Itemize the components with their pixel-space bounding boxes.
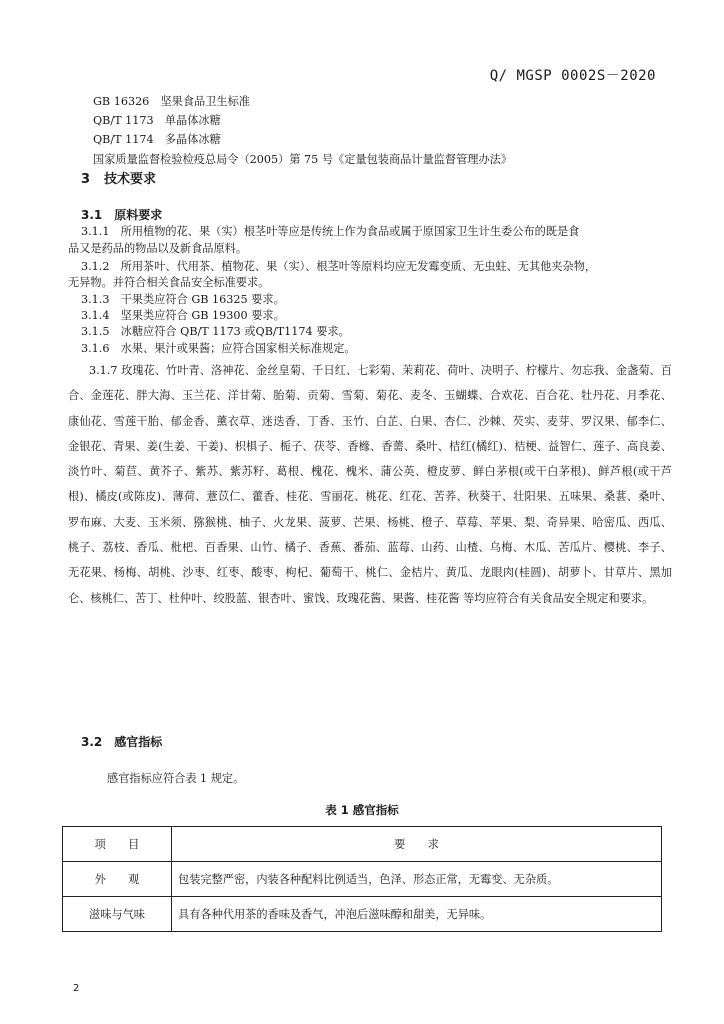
reference-qbt1173: QB/T 1173 单晶体冰糖	[93, 114, 221, 127]
clause-3-1-1-line2: 品又是药品的物品以及新食品原料。	[68, 242, 248, 255]
standard-code-header: Q/ MGSP 0002S－2020	[489, 68, 656, 84]
row-requirement: 包装完整严密，内装各种配料比例适当，色泽、形态正常，无霉变、无杂质。	[172, 862, 662, 897]
row-requirement: 具有各种代用茶的香味及香气，冲泡后滋味醇和甜美，无异味。	[172, 897, 662, 932]
table-1-title: 表 1 感官指标	[325, 803, 399, 817]
reference-qbt1174: QB/T 1174 多晶体冰糖	[93, 133, 221, 146]
clause-3-1-7-body	[68, 358, 672, 611]
section-number: 3.1	[81, 208, 103, 222]
clause-3-1-6: 3.1.6 水果、果汁或果酱；应符合国家相关标准规定。	[81, 342, 356, 355]
table-row	[63, 897, 662, 932]
clause-3-1-2-line1: 3.1.2 所用茶叶、代用茶、植物花、果（实）、根茎叶等原料均应无发霉变质、无虫蛀、无其他夹杂物，	[81, 260, 597, 273]
section-3-1-heading	[81, 206, 174, 223]
reference-gb16326: GB 16326 坚果食品卫生标准	[93, 95, 250, 108]
page-number: 2	[73, 983, 80, 994]
row-item: 滋味与气味	[63, 897, 172, 932]
clause-3-1-3: 3.1.3 干果类应符合 GB 16325 要求。	[81, 293, 285, 306]
section-3-2-heading	[81, 733, 174, 750]
clause-3-1-4: 3.1.4 坚果类应符合 GB 19300 要求。	[81, 309, 285, 322]
row-item: 外 观	[63, 862, 172, 897]
section-3-heading	[81, 168, 170, 187]
header-requirement: 要 求	[172, 827, 662, 862]
section-title: 原料要求	[114, 208, 163, 222]
sensory-table	[62, 826, 662, 932]
sensory-intro: 感官指标应符合表 1 规定。	[107, 772, 245, 785]
header-item: 项 目	[63, 827, 172, 862]
section-title: 技术要求	[104, 172, 157, 187]
clause-3-1-1-line1: 3.1.1 所用植物的花、果（实）根茎叶等应是传统上作为食品或属于原国家卫生计生委公布的既是食	[81, 225, 580, 238]
section-number: 3	[81, 172, 91, 187]
table-header-row	[63, 827, 662, 862]
clause-3-1-2-line2: 无异物。并符合相关食品安全标准要求。	[68, 276, 270, 289]
table-row	[63, 862, 662, 897]
section-number: 3.2	[81, 735, 103, 749]
clause-3-1-5: 3.1.5 冰糖应符合 QB/T 1173 或QB/T1174 要求。	[81, 325, 350, 338]
section-title: 感官指标	[114, 735, 163, 749]
reference-order-75: 国家质量监督检验检疫总局令（2005）第 75 号《定量包装商品计量监督管理办法》	[93, 153, 513, 166]
clause-3-1-7-text: 3.1.7 玫瑰花、竹叶青、洛神花、金丝皇菊、千日红、七彩菊、茉莉花、荷叶、决明子、柠檬片、勿忘我、金盏菊、百合、金莲花、胖大海、玉兰花、洋甘菊、胎菊、贡菊、雪菊、菊花、麦冬、玉蝴蝶、合欢花、百合花、牡丹花、月季花、康仙花、雪莲干胎、郁金香、薰衣草、迷迭香、丁香、玉竹、白芷、白果、杏仁、沙棘、芡实、麦芽、罗汉果、郁李仁、金银花、青果、姜(生姜、干姜)、枳椇子、栀子、茯苓、香橼、香薷、桑叶、桔红(橘红)、桔梗、益智仁、莲子、高良姜、淡竹叶、菊苣、黄芥子、紫苏、紫苏籽、葛根、槐花、槐米、蒲公英、橙皮萝、鲜白茅根(或干白茅根)、鲜芦根(或干芦根)、橘皮(或陈皮)、薄荷、薏苡仁、藿香、桂花、雪丽花、桃花、红花、苦荞、秋葵干、壮阳果、五味果、桑葚、桑叶、罗布麻、大麦、玉米须、猕猴桃、柚子、火龙果、菠萝、芒果、杨桃、橙子、草莓、苹果、梨、奇异果、哈密瓜、西瓜、桃子、荔枝、香瓜、枇杷、百香果、山竹、橘子、香蕉、番茄、蓝莓、山药、山楂、乌梅、木瓜、苦瓜片、樱桃、李子、无花果、杨梅、胡桃、沙枣、红枣、酸枣、枸杞、葡萄干、桃仁、金桔片、黄瓜、龙眼肉(桂圆)、胡萝卜、甘草片、黑加仑、核桃仁、苦丁、杜仲叶、绞股蓝、银杏叶、蜜饯、玫瑰花酱、果酱、桂花酱 等均应符合有关食品安全规定和要求。	[68, 364, 672, 605]
